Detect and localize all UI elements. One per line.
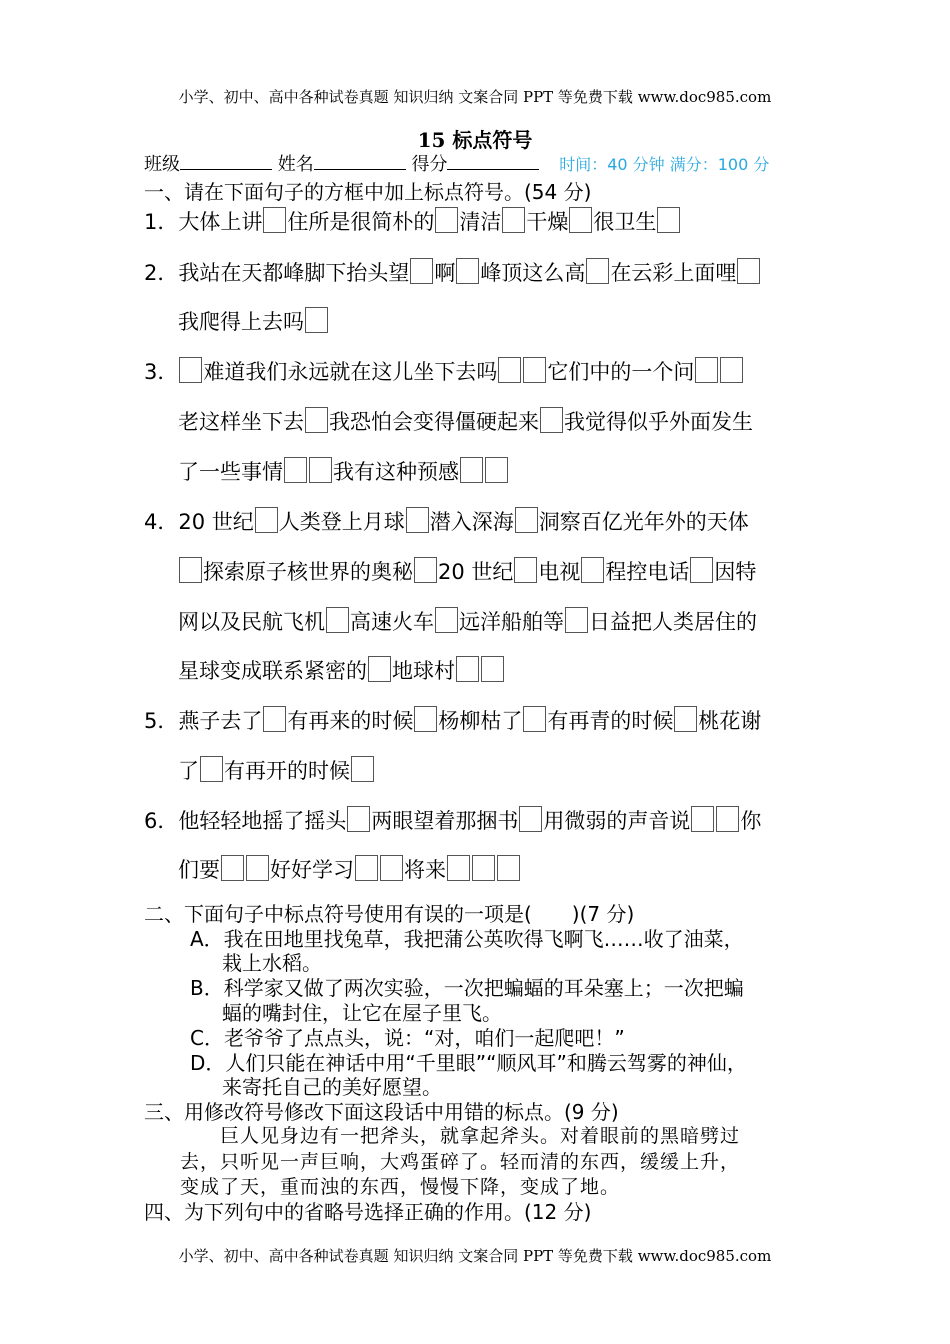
- answer-box[interactable]: [460, 457, 483, 483]
- q4-text-n: 星球变成联系紧密的: [178, 659, 367, 683]
- q6-text-c: 用微弱的声音说: [543, 809, 691, 833]
- q5-text-b: 有再来的时候: [287, 709, 414, 733]
- q4-text-g: 电视: [538, 560, 581, 584]
- page-title: 15 标点符号: [417, 128, 533, 152]
- answer-box[interactable]: [284, 457, 307, 483]
- q2-number: 2．: [144, 261, 179, 285]
- q6-text-f: 好好学习: [270, 858, 354, 882]
- answer-box[interactable]: [368, 656, 391, 682]
- q1-text-a: 大体上讲: [178, 210, 263, 234]
- q2-text-e: 我爬得上去吗: [178, 310, 304, 334]
- option-d-line-1[interactable]: D．人们只能在神话中用“千里眼”“顺风耳”和腾云驾雾的神仙，: [190, 1051, 747, 1075]
- q3-line-3: [178, 456, 509, 486]
- answer-box[interactable]: [515, 507, 538, 533]
- q6-line-1: [144, 805, 761, 835]
- q4-text-m: 日益把人类居住的: [589, 610, 757, 634]
- q4-text-e: 探索原子核世界的奥秘: [203, 560, 413, 584]
- answer-box[interactable]: [497, 855, 520, 881]
- answer-box[interactable]: [569, 207, 592, 233]
- q4-text-o: 地球村: [392, 659, 455, 683]
- q1-text-b: 住所是很简朴的: [287, 210, 435, 234]
- answer-box[interactable]: [523, 357, 546, 383]
- answer-box[interactable]: [263, 706, 286, 732]
- q4-number: 4．: [144, 510, 179, 534]
- answer-box[interactable]: [326, 607, 349, 633]
- answer-box[interactable]: [351, 756, 374, 782]
- answer-box[interactable]: [447, 855, 470, 881]
- q4-text-l: 远洋船舶等: [459, 610, 564, 634]
- answer-box[interactable]: [246, 855, 269, 881]
- q4-line-1: [144, 506, 749, 536]
- q3-text-f: 了一些事情: [178, 460, 283, 484]
- answer-box[interactable]: [540, 407, 563, 433]
- answer-box[interactable]: [347, 806, 370, 832]
- answer-box[interactable]: [355, 855, 378, 881]
- option-b-line-1[interactable]: B．科学家又做了两次实验，一次把蝙蝠的耳朵塞上；一次把蝙: [190, 976, 744, 1000]
- option-d-line-2: 来寄托自己的美好愿望。: [222, 1075, 442, 1099]
- q2-text-c: 峰顶这么高: [480, 261, 586, 285]
- name-blank[interactable]: [314, 151, 406, 170]
- q6-text-b: 两眼望着那捆书: [371, 809, 519, 833]
- answer-box[interactable]: [485, 457, 508, 483]
- answer-box[interactable]: [305, 407, 328, 433]
- answer-box[interactable]: [414, 557, 437, 583]
- answer-box[interactable]: [691, 806, 714, 832]
- q2-line-1: [144, 257, 761, 287]
- q4-text-i: 因特: [714, 560, 757, 584]
- answer-box[interactable]: [498, 357, 521, 383]
- q1-text-c: 清洁: [459, 210, 502, 234]
- answer-box[interactable]: [406, 507, 429, 533]
- q4-text-b: 人类登上月球: [278, 510, 405, 534]
- q4-text-j: 网以及民航飞机: [178, 610, 325, 634]
- answer-box[interactable]: [435, 207, 458, 233]
- q6-text-a: 他轻轻地摇了摇头: [178, 809, 347, 833]
- q2-text-d: 在云彩上面哩: [610, 261, 737, 285]
- answer-box[interactable]: [502, 207, 525, 233]
- q5-text-c: 杨柳枯了: [438, 709, 523, 733]
- answer-box[interactable]: [456, 656, 479, 682]
- q4-text-c: 潜入深海: [429, 510, 514, 534]
- q5-line-2: [178, 755, 375, 785]
- passage-line-2: 去，只听见一声巨响，大鸡蛋碎了。轻而清的东西，缓缓上升，: [180, 1151, 741, 1173]
- q4-text-h: 程控电话: [605, 560, 690, 584]
- answer-box[interactable]: [410, 258, 433, 284]
- answer-box[interactable]: [523, 706, 546, 732]
- q4-line-4: [178, 655, 505, 685]
- q1-line: [144, 206, 681, 236]
- answer-box[interactable]: [657, 207, 680, 233]
- q3-line-2: [178, 406, 753, 436]
- answer-box[interactable]: [472, 855, 495, 881]
- answer-box[interactable]: [514, 557, 537, 583]
- q5-text-e: 桃花谢: [698, 709, 762, 733]
- q3-text-e: 我觉得似乎外面发生: [564, 410, 753, 434]
- section3-heading: 三、用修改符号修改下面这段话中用错的标点。(9 分): [144, 1100, 619, 1124]
- q4-text-d: 洞察百亿光年外的天体: [538, 510, 749, 534]
- page-footer: 小学、初中、高中各种试卷真题 知识归纳 文案合同 PPT 等免费下载 www.doc985.com: [178, 1247, 772, 1265]
- q1-number: 1．: [144, 210, 179, 234]
- q3-text-d: 我恐怕会变得僵硬起来: [329, 410, 539, 434]
- answer-box[interactable]: [380, 855, 403, 881]
- answer-box[interactable]: [179, 357, 202, 383]
- answer-box[interactable]: [581, 557, 604, 583]
- q4-line-3: [178, 606, 757, 636]
- score-blank[interactable]: [447, 151, 539, 170]
- q2-line-2: [178, 306, 329, 336]
- student-info-line: [144, 150, 769, 176]
- answer-box[interactable]: [565, 607, 588, 633]
- name-label: 姓名: [277, 154, 314, 175]
- section1-heading: 一、请在下面句子的方框中加上标点符号。(54 分): [144, 180, 592, 204]
- q1-text-d: 干燥: [526, 210, 569, 234]
- q5-line-1: [144, 705, 761, 735]
- answer-box[interactable]: [456, 258, 479, 284]
- q3-line-1: [144, 356, 744, 386]
- q6-line-2: [178, 854, 521, 884]
- q5-number: 5．: [144, 709, 179, 733]
- q4-text-k: 高速火车: [350, 610, 434, 634]
- q5-text-a: 燕子去了: [178, 709, 263, 733]
- option-b-line-2: 蝠的嘴封住，让它在屋子里飞。: [222, 1001, 502, 1025]
- class-blank[interactable]: [180, 151, 272, 170]
- answer-box[interactable]: [737, 258, 760, 284]
- answer-box[interactable]: [309, 457, 332, 483]
- score-label: 得分: [411, 154, 448, 175]
- answer-box[interactable]: [414, 706, 437, 732]
- q6-text-d: 你: [740, 809, 762, 833]
- answer-box[interactable]: [221, 855, 244, 881]
- answer-box[interactable]: [674, 706, 697, 732]
- answer-box[interactable]: [481, 656, 504, 682]
- q3-number: 3．: [144, 360, 179, 384]
- q6-text-e: 们要: [178, 858, 220, 882]
- answer-box[interactable]: [263, 207, 286, 233]
- answer-box[interactable]: [720, 357, 743, 383]
- timing-text: 时间：40 分钟 满分：100 分: [559, 155, 770, 174]
- answer-box[interactable]: [179, 557, 202, 583]
- page-header: 小学、初中、高中各种试卷真题 知识归纳 文案合同 PPT 等免费下载 www.doc985.com: [178, 88, 772, 106]
- q5-text-g: 有再开的时候: [224, 759, 350, 783]
- q1-text-e: 很卫生: [593, 210, 657, 234]
- option-a-line-1[interactable]: A．我在田地里找兔草，我把蒲公英吹得飞啊飞……收了油菜，: [190, 927, 744, 951]
- q2-text-a: 我站在天都峰脚下抬头望: [178, 261, 410, 285]
- q3-text-b: 它们中的一个问: [547, 360, 695, 384]
- answer-box[interactable]: [305, 307, 328, 333]
- answer-box[interactable]: [695, 357, 718, 383]
- answer-box[interactable]: [435, 607, 458, 633]
- option-c[interactable]: C．老爷爷了点点头，说：“对，咱们一起爬吧！”: [190, 1026, 625, 1050]
- answer-box[interactable]: [255, 507, 278, 533]
- section4-heading: 四、为下列句中的省略号选择正确的作用。(12 分): [144, 1200, 592, 1224]
- answer-box[interactable]: [690, 557, 713, 583]
- section2-heading: 二、下面句子中标点符号使用有误的一项是( )(7 分): [144, 902, 635, 926]
- option-a-line-2: 栽上水稻。: [222, 951, 322, 975]
- q6-text-g: 将来: [404, 858, 446, 882]
- q4-text-f: 20 世纪: [438, 560, 514, 584]
- passage-line-3: 变成了天，重而浊的东西，慢慢下降，变成了地。: [180, 1176, 621, 1198]
- answer-box[interactable]: [586, 258, 609, 284]
- answer-box[interactable]: [519, 806, 542, 832]
- q3-text-a: 难道我们永远就在这儿坐下去吗: [203, 360, 498, 384]
- q2-text-b: 啊: [434, 261, 456, 285]
- answer-box[interactable]: [716, 806, 739, 832]
- passage-line-1: 巨人见身边有一把斧头，就拿起斧头。对着眼前的黑暗劈过: [180, 1125, 741, 1147]
- q3-text-c: 老这样坐下去: [178, 410, 304, 434]
- q4-line-2: [178, 556, 756, 586]
- q5-text-d: 有再青的时候: [547, 709, 674, 733]
- class-label: 班级: [144, 154, 180, 175]
- q6-number: 6．: [144, 809, 179, 833]
- q3-text-g: 我有这种预感: [333, 460, 459, 484]
- answer-box[interactable]: [200, 756, 223, 782]
- q4-text-a: 20 世纪: [178, 510, 254, 534]
- q5-text-f: 了: [178, 759, 199, 783]
